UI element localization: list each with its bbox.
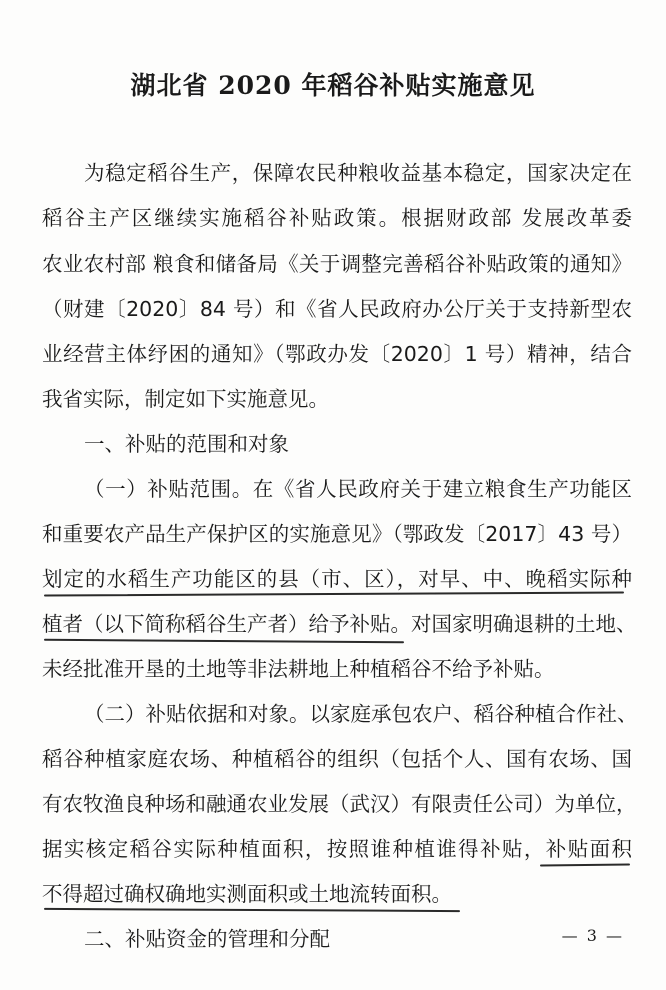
paragraph-line: 有农牧渔良种场和融通农业发展（武汉）有限责任公司）为单位，	[42, 792, 637, 816]
paragraph-line: 据实核定稻谷实际种植面积，按照谁种植谁得补贴，补贴面积	[42, 837, 632, 861]
handwritten-underline	[44, 591, 624, 596]
paragraph-line: 稻谷主产区继续实施稻谷补贴政策。根据财政部 发展改革委	[42, 206, 632, 230]
handwritten-underline	[44, 908, 460, 912]
paragraph-line: 植者（以下简称稻谷生产者）给予补贴。对国家明确退耕的土地、	[42, 612, 637, 636]
paragraph-line: （一）补贴范围。在《省人民政府关于建立粮食生产功能区	[84, 477, 632, 501]
paragraph-line: 未经批准开垦的土地等非法耕地上种植稻谷不给予补贴。	[42, 657, 555, 681]
paragraph-line: 为稳定稻谷生产，保障农民种粮收益基本稳定，国家决定在	[84, 161, 632, 185]
paragraph-line: 划定的水稻生产功能区的县（市、区），对早、中、晚稻实际种	[42, 567, 632, 591]
paragraph-line: 农业农村部 粮食和储备局《关于调整完善稻谷补贴政策的通知》	[42, 252, 632, 276]
handwritten-underline	[44, 639, 404, 644]
page-title: 湖北省 2020 年稻谷补贴实施意见	[130, 71, 536, 100]
handwritten-underline	[540, 864, 630, 867]
paragraph-line: 业经营主体纾困的通知》（鄂政办发〔2020〕1 号）精神，结合	[42, 342, 632, 366]
paragraph-line: 不得超过确权确地实测面积或土地流转面积。	[42, 882, 452, 906]
paragraph-line: 我省实际，制定如下实施意见。	[42, 387, 329, 411]
page-number: — 3 —	[561, 926, 624, 945]
paragraph-line: 稻谷种植家庭农场、种植稻谷的组织（包括个人、国有农场、国	[42, 747, 632, 771]
section-heading: 一、补贴的范围和对象	[84, 432, 289, 456]
section-heading: 二、补贴资金的管理和分配	[84, 927, 330, 951]
paragraph-line: （财建〔2020〕84 号）和《省人民政府办公厅关于支持新型农	[42, 297, 632, 321]
paragraph-line: （二）补贴依据和对象。以家庭承包农户、稻谷种植合作社、	[84, 702, 638, 726]
paragraph-line: 和重要农产品生产保护区的实施意见》（鄂政发〔2017〕43 号）	[42, 522, 632, 546]
